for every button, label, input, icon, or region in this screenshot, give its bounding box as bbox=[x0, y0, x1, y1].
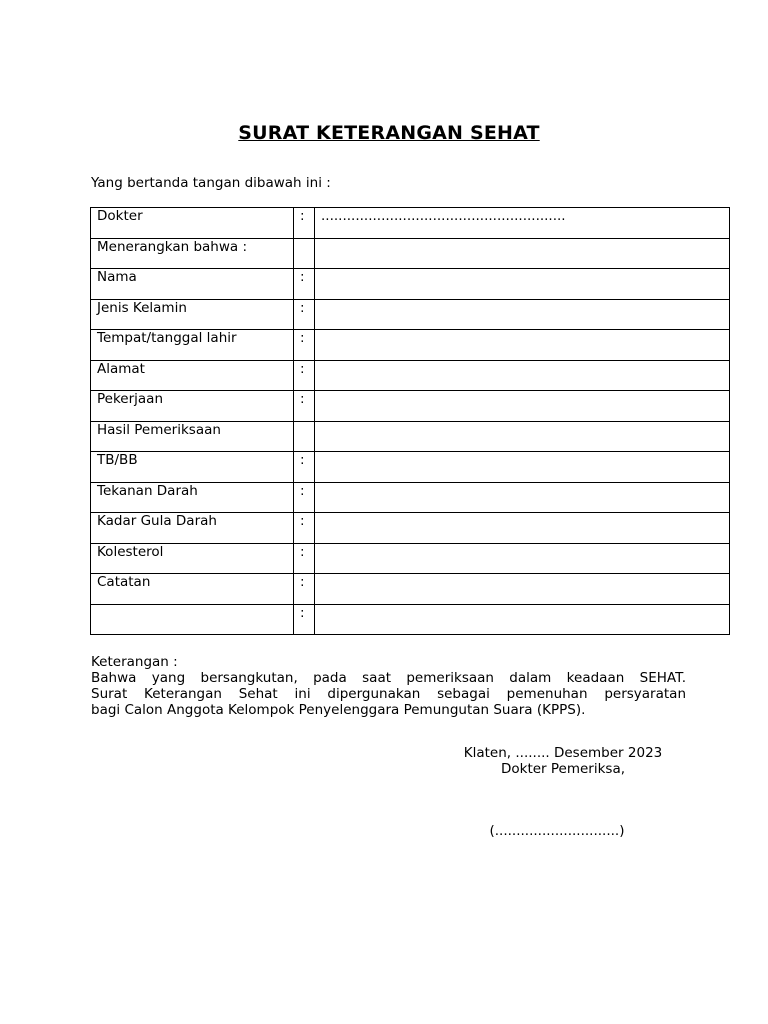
row-label: Kolesterol bbox=[91, 543, 294, 574]
row-value: ......................................................... bbox=[315, 208, 730, 239]
row-label: Menerangkan bahwa : bbox=[91, 238, 294, 269]
row-colon: : bbox=[294, 269, 315, 300]
row-value bbox=[315, 269, 730, 300]
keterangan-section bbox=[91, 654, 686, 718]
row-colon bbox=[294, 238, 315, 269]
table-row bbox=[91, 208, 730, 239]
table-row bbox=[91, 391, 730, 422]
table-row bbox=[91, 269, 730, 300]
row-colon: : bbox=[294, 604, 315, 635]
row-colon: : bbox=[294, 452, 315, 483]
keterangan-line: bagi Calon Anggota Kelompok Penyelenggara Pemungutan Suara (KPPS). bbox=[91, 702, 586, 718]
row-colon: : bbox=[294, 482, 315, 513]
row-label: Dokter bbox=[91, 208, 294, 239]
table-row bbox=[91, 574, 730, 605]
row-label: Tempat/tanggal lahir bbox=[91, 330, 294, 361]
row-label: TB/BB bbox=[91, 452, 294, 483]
row-colon: : bbox=[294, 513, 315, 544]
row-label: Kadar Gula Darah bbox=[91, 513, 294, 544]
form-table bbox=[90, 207, 730, 635]
table-row bbox=[91, 421, 730, 452]
row-value bbox=[315, 513, 730, 544]
table-row bbox=[91, 299, 730, 330]
table-row bbox=[91, 330, 730, 361]
row-colon: : bbox=[294, 574, 315, 605]
row-colon bbox=[294, 421, 315, 452]
keterangan-heading: Keterangan : bbox=[91, 654, 178, 670]
row-colon: : bbox=[294, 391, 315, 422]
place-date: Klaten, ........ Desember 2023 bbox=[463, 745, 663, 761]
table-row bbox=[91, 604, 730, 635]
row-value bbox=[315, 543, 730, 574]
row-colon: : bbox=[294, 330, 315, 361]
signature-block bbox=[433, 745, 693, 777]
table-row bbox=[91, 452, 730, 483]
row-colon: : bbox=[294, 360, 315, 391]
row-value bbox=[315, 238, 730, 269]
row-colon: : bbox=[294, 299, 315, 330]
row-colon: : bbox=[294, 208, 315, 239]
row-value bbox=[315, 360, 730, 391]
row-value bbox=[315, 574, 730, 605]
row-colon: : bbox=[294, 543, 315, 574]
row-value bbox=[315, 421, 730, 452]
signer-name-placeholder: (.............................) bbox=[489, 823, 625, 839]
keterangan-line: Surat Keterangan Sehat ini dipergunakan sebagai pemenuhan persyaratan bbox=[91, 686, 686, 702]
row-label: Alamat bbox=[91, 360, 294, 391]
row-value bbox=[315, 604, 730, 635]
row-value bbox=[315, 330, 730, 361]
document-title: SURAT KETERANGAN SEHAT bbox=[238, 122, 540, 144]
table-row bbox=[91, 513, 730, 544]
table-row bbox=[91, 360, 730, 391]
keterangan-line: Bahwa yang bersangkutan, pada saat pemeriksaan dalam keadaan SEHAT. bbox=[91, 670, 686, 686]
row-value bbox=[315, 391, 730, 422]
row-label: Pekerjaan bbox=[91, 391, 294, 422]
row-value bbox=[315, 299, 730, 330]
row-label: Tekanan Darah bbox=[91, 482, 294, 513]
row-label bbox=[91, 604, 294, 635]
row-label: Jenis Kelamin bbox=[91, 299, 294, 330]
intro-text: Yang bertanda tangan dibawah ini : bbox=[91, 175, 331, 191]
row-label: Hasil Pemeriksaan bbox=[91, 421, 294, 452]
table-row bbox=[91, 482, 730, 513]
row-label: Catatan bbox=[91, 574, 294, 605]
row-value bbox=[315, 452, 730, 483]
table-row bbox=[91, 238, 730, 269]
row-value bbox=[315, 482, 730, 513]
row-label: Nama bbox=[91, 269, 294, 300]
signer-role: Dokter Pemeriksa, bbox=[500, 761, 626, 777]
table-row bbox=[91, 543, 730, 574]
